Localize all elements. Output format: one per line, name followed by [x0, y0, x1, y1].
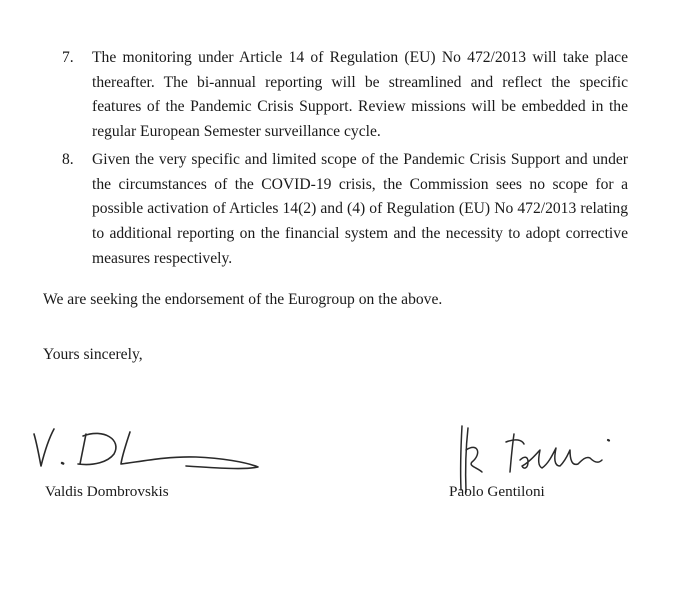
signatory-name-right: Paolo Gentiloni — [449, 483, 545, 500]
closing-salutation: Yours sincerely, — [43, 346, 143, 363]
paragraph-text: Given the very specific and limited scope of the Pandemic Crisis Support and under the circumstances of the COVID-19 crisis, the Commission sees no scope for a possible activation of Articles 14(2) and (4) of Regulation (EU) No 472/2013 relating to additional reporting on the financial system and the necessity to adopt corrective measures respectively. — [92, 151, 628, 267]
signature-dombrovskis — [26, 420, 266, 480]
paragraph-number: 7. — [62, 49, 74, 66]
paragraph-number: 8. — [62, 151, 74, 168]
paragraph-text: The monitoring under Article 14 of Regulation (EU) No 472/2013 will take place thereafter. The bi-annual reporting will be streamlined and reflect the specific features of the Pandemic Crisis Support. Review missions will be embedded in the regular European Semester surveillance cycle. — [92, 49, 628, 141]
endorsement-paragraph: We are seeking the endorsement of the Eurogroup on the above. — [43, 291, 443, 308]
numbered-paragraph-8 — [62, 148, 628, 272]
signatory-name-left: Valdis Dombrovskis — [45, 483, 169, 500]
numbered-paragraph-7 — [62, 46, 628, 145]
